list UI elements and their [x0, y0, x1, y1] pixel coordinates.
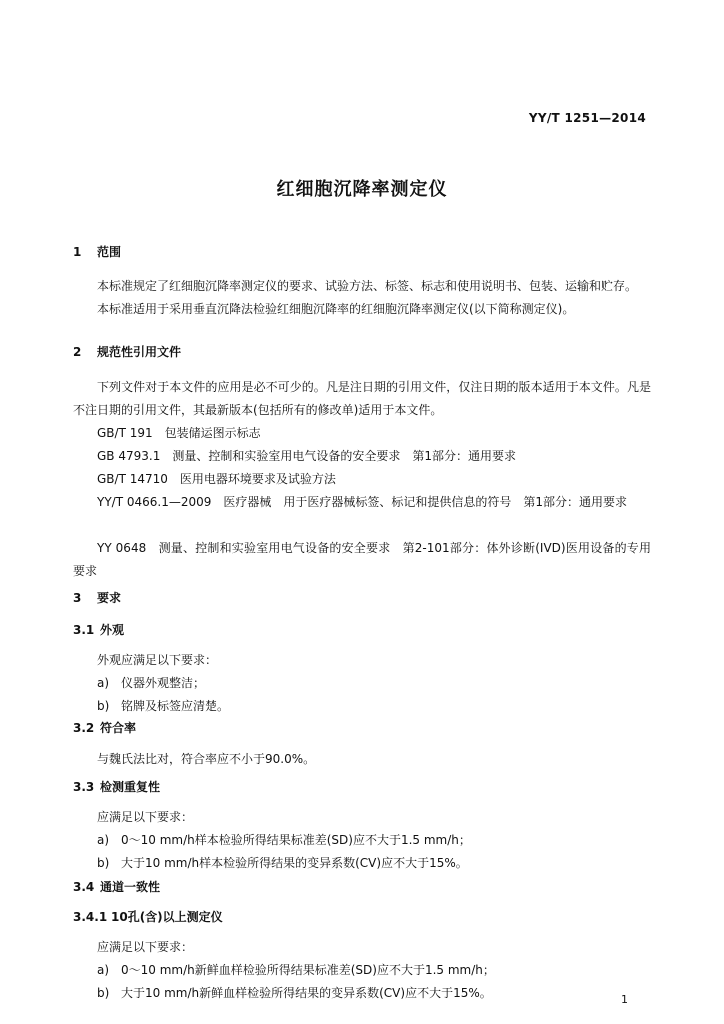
section-number: 2 [73, 345, 82, 359]
section-number: 1 [73, 245, 82, 259]
section-number: 3.4.1 [73, 910, 108, 924]
list-label: a) [97, 833, 110, 847]
standard-number: YY/T 1251—2014 [528, 111, 646, 125]
list-item [97, 961, 495, 978]
section-1-paragraph-2: 本标准适用于采用垂直沉降法检验红细胞沉降率的红细胞沉降率测定仪(以下简称测定仪)。 [97, 302, 575, 316]
list-label: b) [97, 986, 110, 1000]
section-number: 3.3 [73, 780, 95, 794]
list-item [97, 831, 471, 848]
section-3-3-heading [73, 778, 160, 795]
section-3-4-1-heading [73, 908, 223, 925]
list-item [97, 854, 468, 871]
section-3-1-intro: 外观应满足以下要求： [97, 653, 218, 667]
section-number: 3.4 [73, 880, 95, 894]
section-title: 10孔(含)以上测定仪 [111, 910, 223, 924]
section-title: 检测重复性 [100, 780, 161, 794]
section-3-3-intro: 应满足以下要求： [97, 810, 194, 824]
reference-gb-t-191: GB/T 191 包装储运图示标志 [97, 426, 261, 440]
list-label: b) [97, 856, 110, 870]
reference-yy-t-0466-1: YY/T 0466.1—2009 医疗器械 用于医疗器械标签、标记和提供信息的符号 第1部分：通用要求 [97, 495, 628, 509]
list-item [97, 674, 205, 691]
reference-gb-t-14710: GB/T 14710 医用电器环境要求及试验方法 [97, 472, 336, 486]
section-number: 3 [73, 591, 82, 605]
section-2-intro: 下列文件对于本文件的应用是必不可少的。凡是注日期的引用文件，仅注日期的版本适用于本文件。凡是不注日期的引用文件，其最新版本(包括所有的修改单)适用于本文件。 [73, 380, 651, 417]
section-3-2-text: 与魏氏法比对，符合率应不小于90.0%。 [97, 752, 316, 766]
list-label: b) [97, 699, 110, 713]
section-number: 3.2 [73, 721, 95, 735]
list-label: a) [97, 963, 110, 977]
list-text: 0～10 mm/h新鲜血样检验所得结果标准差(SD)应不大于1.5 mm/h； [121, 963, 495, 977]
section-2-heading [73, 343, 181, 360]
section-1-paragraph-1: 本标准规定了红细胞沉降率测定仪的要求、试验方法、标签、标志和使用说明书、包装、运输和贮存。 [97, 279, 638, 293]
document-title: 红细胞沉降率测定仪 [276, 179, 448, 200]
section-title: 符合率 [100, 721, 137, 735]
list-text: 大于10 mm/h新鲜血样检验所得结果的变异系数(CV)应不大于15%。 [121, 986, 492, 1000]
list-label: a) [97, 676, 110, 690]
list-text: 大于10 mm/h样本检验所得结果的变异系数(CV)应不大于15%。 [121, 856, 468, 870]
list-text: 铭牌及标签应清楚。 [121, 699, 230, 713]
section-title: 外观 [100, 623, 125, 637]
section-1-heading [73, 243, 121, 260]
reference-gb-4793-1: GB 4793.1 测量、控制和实验室用电气设备的安全要求 第1部分：通用要求 [97, 449, 516, 463]
list-text: 0～10 mm/h样本检验所得结果标准差(SD)应不大于1.5 mm/h； [121, 833, 471, 847]
section-3-1-heading [73, 621, 124, 638]
section-title: 要求 [97, 591, 122, 605]
section-number: 3.1 [73, 623, 95, 637]
section-3-2-heading [73, 719, 136, 736]
section-3-4-heading [73, 878, 160, 895]
section-3-4-1-intro: 应满足以下要求： [97, 940, 194, 954]
list-item [97, 697, 229, 714]
section-title: 范围 [97, 245, 122, 259]
page-number: 1 [621, 993, 628, 1006]
list-item [97, 984, 492, 1001]
list-text: 仪器外观整洁； [121, 676, 206, 690]
section-title: 通道一致性 [100, 880, 161, 894]
section-3-heading [73, 589, 121, 606]
section-title: 规范性引用文件 [97, 345, 182, 359]
reference-yy-0648: YY 0648 测量、控制和实验室用电气设备的安全要求 第2-101部分：体外诊断(IVD)医用设备的专用要求 [73, 541, 651, 578]
